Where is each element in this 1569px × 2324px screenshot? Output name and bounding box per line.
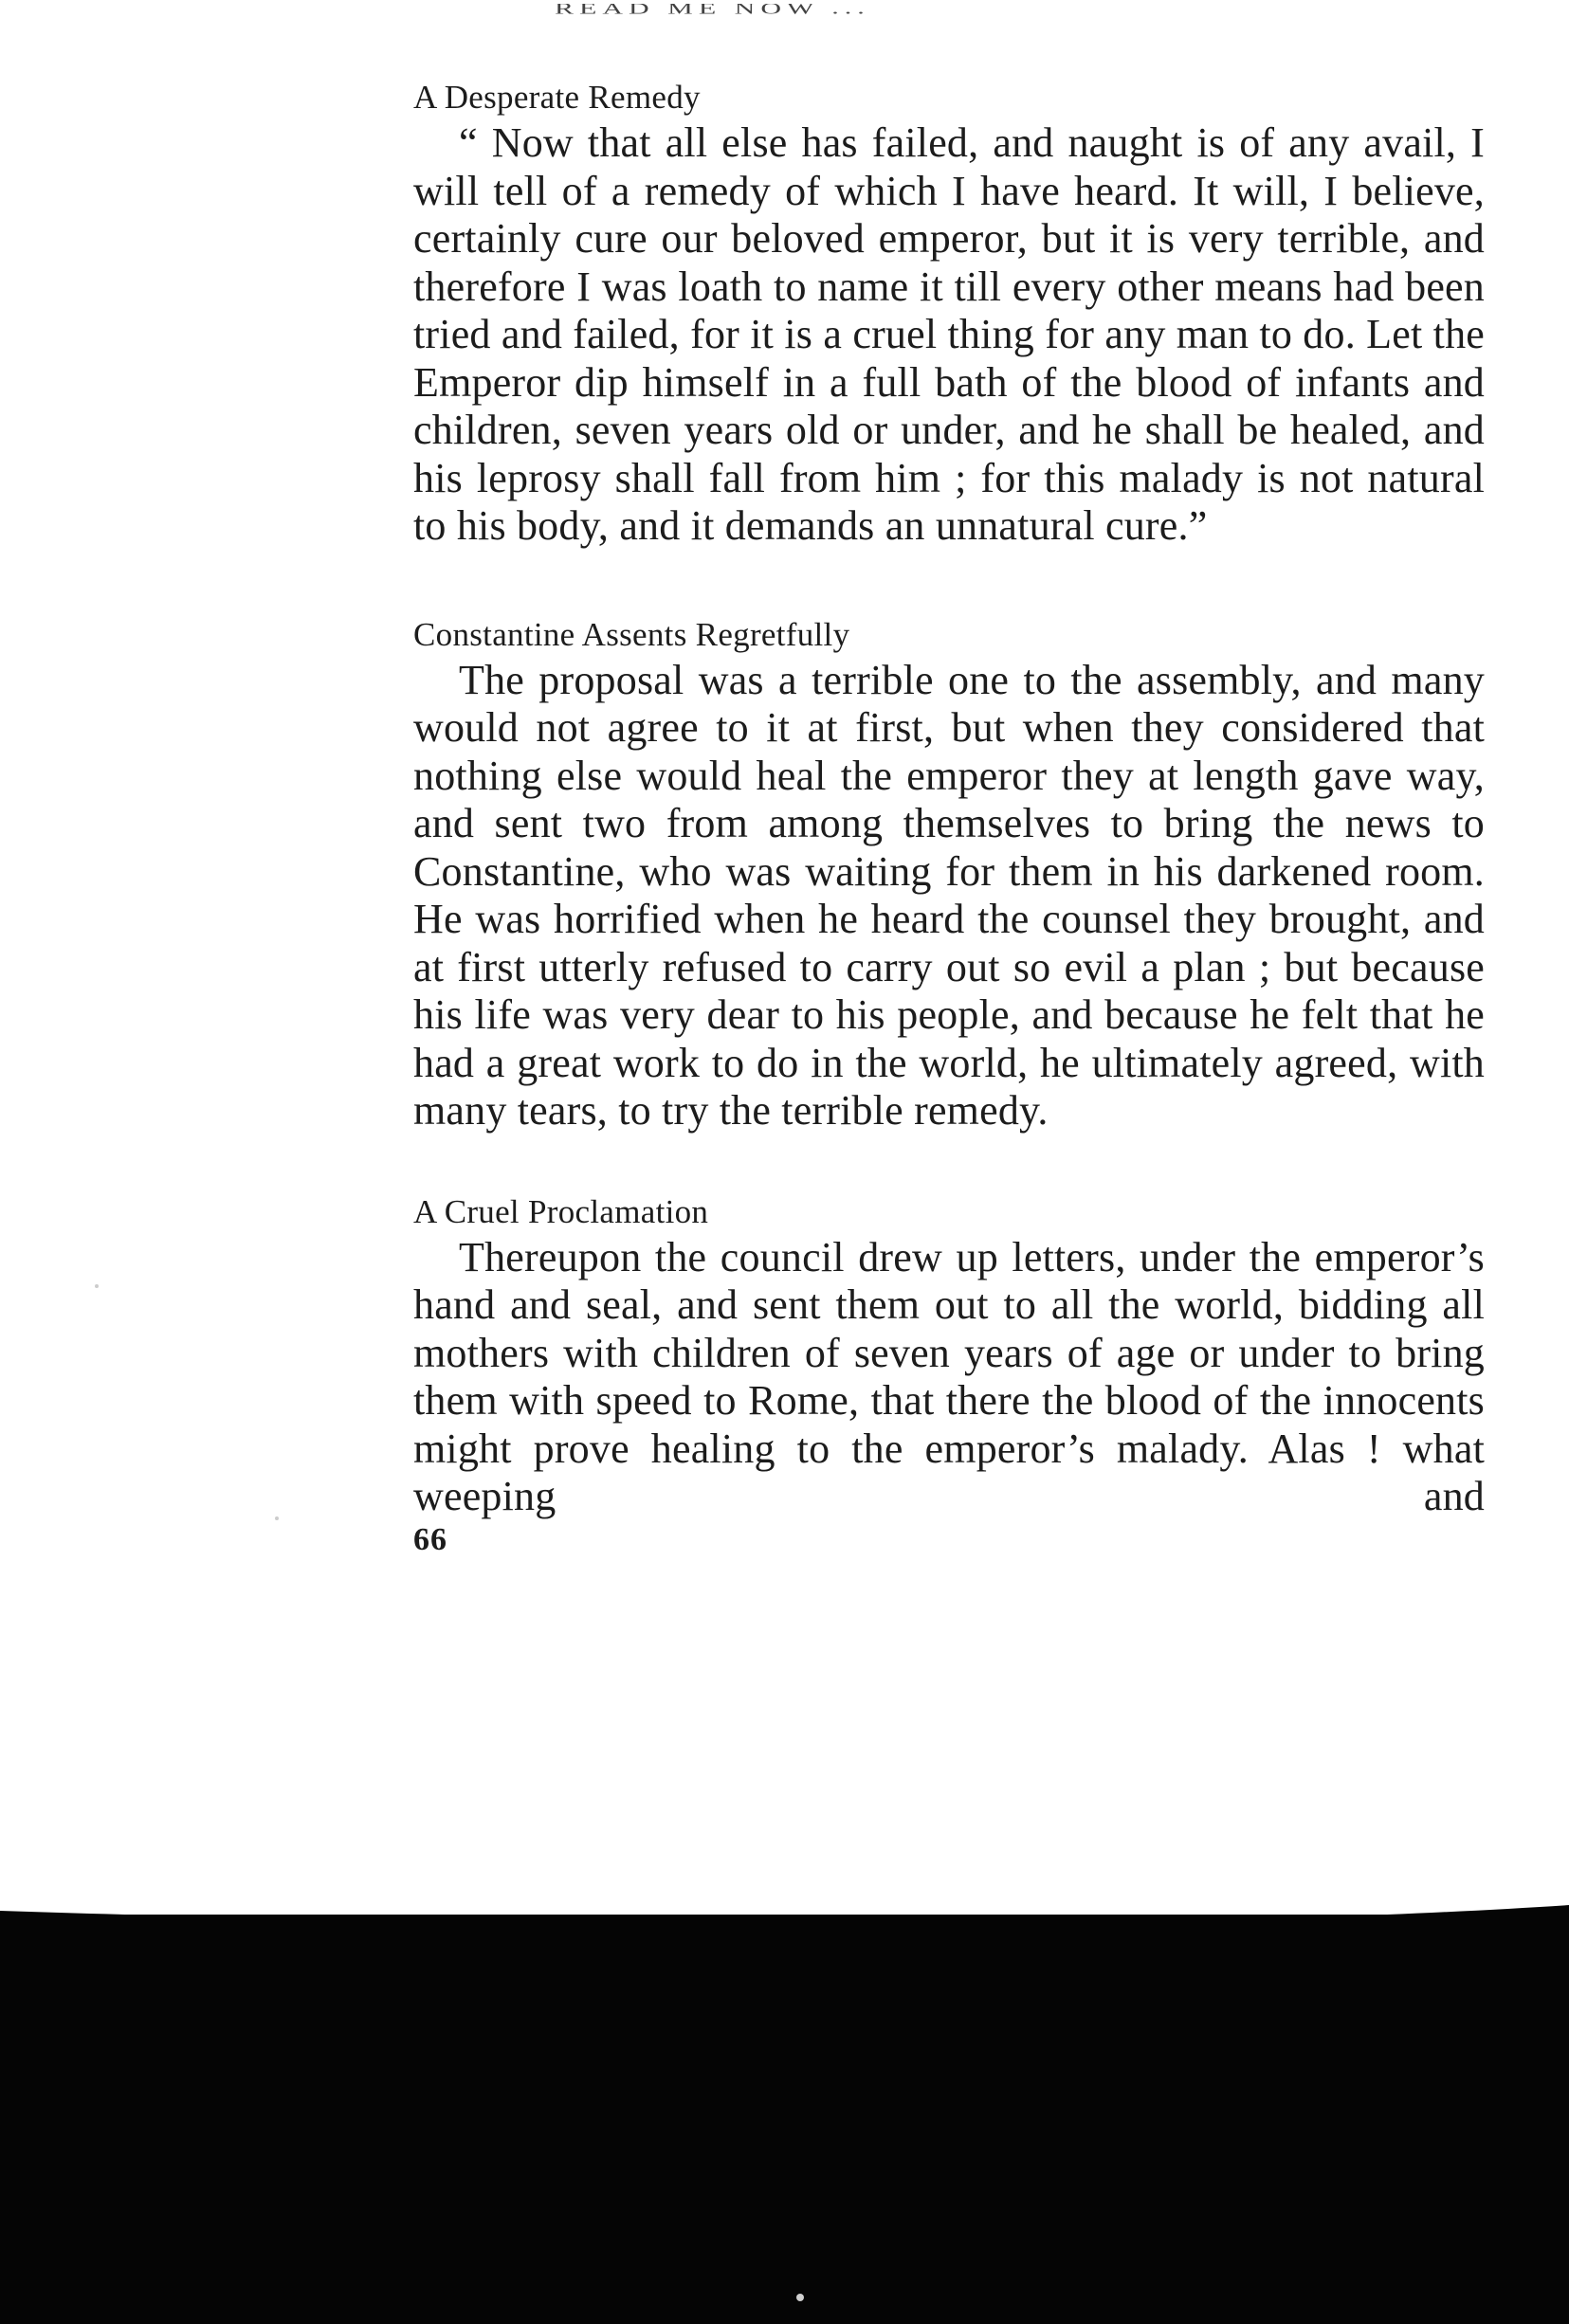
running-head: READ ME NOW ... <box>555 4 870 18</box>
section-heading: Constantine Assents Regretfully <box>413 615 850 653</box>
scan-speck <box>275 1516 279 1520</box>
scan-speck <box>95 1284 99 1288</box>
scan-shadow-band <box>0 1915 1569 2324</box>
section-heading: A Cruel Proclamation <box>413 1192 709 1230</box>
section-paragraph: “ Now that all else has failed, and naught is of any avail, I will tell of a remedy of which I have heard. It will, I believe, certainly cure our beloved emperor, but it is very terrible, and therefore I was loath to name it till every other means had been tried and failed, for it is a cruel thing for any man to do. Let the Emperor dip himself in a full bath of the blood of infants and children, seven years old or under, and he shall be healed, and his leprosy shall fall from him ; for this malady is not natural to his body, and it demands an unnatural cure.” <box>413 119 1485 549</box>
section-cruel-proclamation <box>413 1190 1485 1521</box>
page-number: 66 <box>413 1521 447 1557</box>
page-body <box>413 76 1485 1559</box>
section-desperate-remedy <box>413 76 1485 551</box>
section-paragraph: The proposal was a terrible one to the assembly, and many would not agree to it at first, but when they considered that nothing else would heal the emperor they at length gave way, and sent two from among themselves to bring the news to Constantine, who was waiting for them in his darkened room. He was horrified when he heard the counsel they brought, and at first utterly refused to carry out so evil a plan ; but because his life was very dear to his people, and because he felt that he had a great work to do in the world, he ultimately agreed, with many tears, to try the terrible remedy. <box>413 656 1485 1134</box>
section-paragraph: Thereupon the council drew up letters, under the emperor’s hand and seal, and sent them out to all the world, bidding all mothers with children of seven years of age or under to bring them with speed to Rome, that there the blood of the innocents might prove healing to the emperor’s malady. Alas ! what weeping and <box>413 1233 1485 1519</box>
scan-speck <box>796 2294 804 2301</box>
section-heading: A Desperate Remedy <box>413 79 701 116</box>
section-constantine-assents <box>413 613 1485 1135</box>
